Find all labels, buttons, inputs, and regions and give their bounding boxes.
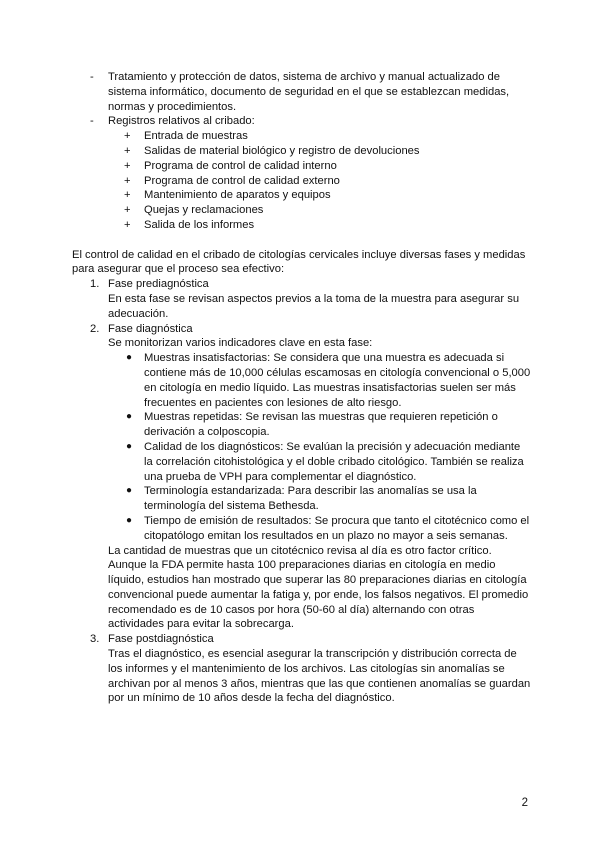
indicator-text: Muestras repetidas: Se revisan las muestras que requieren repetición o derivación a colposcopia. bbox=[144, 411, 498, 439]
page-content bbox=[72, 70, 532, 706]
bullet-marker: ● bbox=[126, 440, 133, 452]
phase-title: Fase postdiagnóstica bbox=[108, 633, 214, 646]
bullet-marker: ● bbox=[126, 514, 133, 526]
plus-marker: + bbox=[124, 174, 131, 187]
plus-marker: + bbox=[124, 159, 131, 172]
indicator-item bbox=[72, 514, 532, 544]
indicator-item bbox=[72, 484, 532, 514]
plus-marker: + bbox=[124, 218, 131, 231]
indicator-text: Tiempo de emisión de resultados: Se procura que tanto el citotécnico como el citopatólogo emitan los resultados en un plazo no mayor a seis semanas. bbox=[144, 514, 530, 542]
list-item-text: Registros relativos al cribado: bbox=[108, 115, 255, 128]
phase-2-text: Se monitorizan varios indicadores clave en esta fase: bbox=[108, 337, 373, 350]
phase-2-title bbox=[72, 322, 532, 337]
indicator-text: Muestras insatisfactorias: Se considera que una muestra es adecuada si contiene más de 10,000 células escamosas en citología convencional o 5,000 en citología en medio líquido. Las muestras insatisfactorias suelen ser más frecuentes en pacientes con lesiones de alto riesgo. bbox=[144, 352, 531, 409]
sublist-item-text: Programa de control de calidad externo bbox=[144, 174, 340, 187]
sublist-item-text: Programa de control de calidad interno bbox=[144, 159, 337, 172]
sublist-item bbox=[72, 188, 532, 203]
phase-number: 3. bbox=[90, 633, 100, 646]
phase-number: 2. bbox=[90, 322, 100, 335]
list-item-tratamiento bbox=[72, 70, 532, 114]
phase-title: Fase prediagnóstica bbox=[108, 278, 209, 291]
sublist-item bbox=[72, 144, 532, 159]
indicator-item bbox=[72, 351, 532, 410]
phase-3-title bbox=[72, 632, 532, 647]
sublist-item bbox=[72, 174, 532, 189]
plus-marker: + bbox=[124, 189, 131, 202]
bullet-marker: ● bbox=[126, 352, 133, 364]
registros-sublist bbox=[72, 129, 532, 233]
bullet-marker: ● bbox=[126, 411, 133, 423]
indicator-item bbox=[72, 410, 532, 440]
phase-2-after-text: La cantidad de muestras que un citotécnico revisa al día es otro factor crítico. Aunque la FDA permite hasta 100 preparaciones diarias en citología en medio líquido, estudios han mostrado que superar las 80 preparaciones diarias en citología convencional puede aumentar la fatiga y, por ende, los falsos negativos. El promedio recomendado es de 10 casos por hora (50-60 al día) alternando con otras actividades para evitar la sobrecarga. bbox=[108, 544, 529, 631]
page-number: 2 bbox=[521, 797, 528, 809]
sublist-item-text: Salidas de material biológico y registro de devoluciones bbox=[144, 144, 420, 157]
sublist-item-text: Quejas y reclamaciones bbox=[144, 204, 264, 217]
spacer bbox=[72, 233, 532, 248]
list-item-text: Tratamiento y protección de datos, sistema de archivo y manual actualizado de sistema informático, documento de seguridad en el que se establezcan medidas, normas y procedimientos. bbox=[108, 71, 510, 113]
sublist-item bbox=[72, 218, 532, 233]
plus-marker: + bbox=[124, 130, 131, 143]
sublist-item bbox=[72, 129, 532, 144]
phase-3-text: Tras el diagnóstico, es esencial asegurar la transcripción y distribución correcta de los informes y el mantenimiento de los archivos. Las citologías sin anomalías se archivan por al menos 3 años, mientras que las que contienen anomalías se guardan por un mínimo de 10 años desde la fecha del diagnóstico. bbox=[108, 648, 531, 705]
dash-marker: - bbox=[90, 115, 94, 128]
sublist-item bbox=[72, 159, 532, 174]
intro-paragraph: El control de calidad en el cribado de citologías cervicales incluye diversas fases y medidas para asegurar que el proceso sea efectivo: bbox=[72, 248, 526, 276]
sublist-item-text: Mantenimiento de aparatos y equipos bbox=[144, 189, 331, 202]
indicator-text: Terminología estandarizada: Para describir las anomalías se usa la terminología del sistema Bethesda. bbox=[144, 485, 477, 513]
phase-title: Fase diagnóstica bbox=[108, 322, 193, 335]
dash-marker: - bbox=[90, 71, 94, 83]
sublist-item bbox=[72, 203, 532, 218]
bullet-marker: ● bbox=[126, 485, 133, 497]
plus-marker: + bbox=[124, 204, 131, 217]
indicator-list bbox=[72, 351, 532, 543]
phase-number: 1. bbox=[90, 278, 100, 291]
indicator-text: Calidad de los diagnósticos: Se evalúan la precisión y adecuación mediante la correlación citohistológica y el doble cribado citológico. También se realiza una prueba de VPH para complementar el diagnóstico. bbox=[144, 440, 524, 483]
indicator-item bbox=[72, 440, 532, 484]
list-item-registros bbox=[72, 114, 532, 129]
sublist-item-text: Entrada de muestras bbox=[144, 130, 248, 143]
plus-marker: + bbox=[124, 144, 131, 157]
phase-1-title bbox=[72, 277, 532, 292]
sublist-item-text: Salida de los informes bbox=[144, 218, 255, 231]
phase-1-text: En esta fase se revisan aspectos previos a la toma de la muestra para asegurar su adecuación. bbox=[108, 292, 520, 320]
